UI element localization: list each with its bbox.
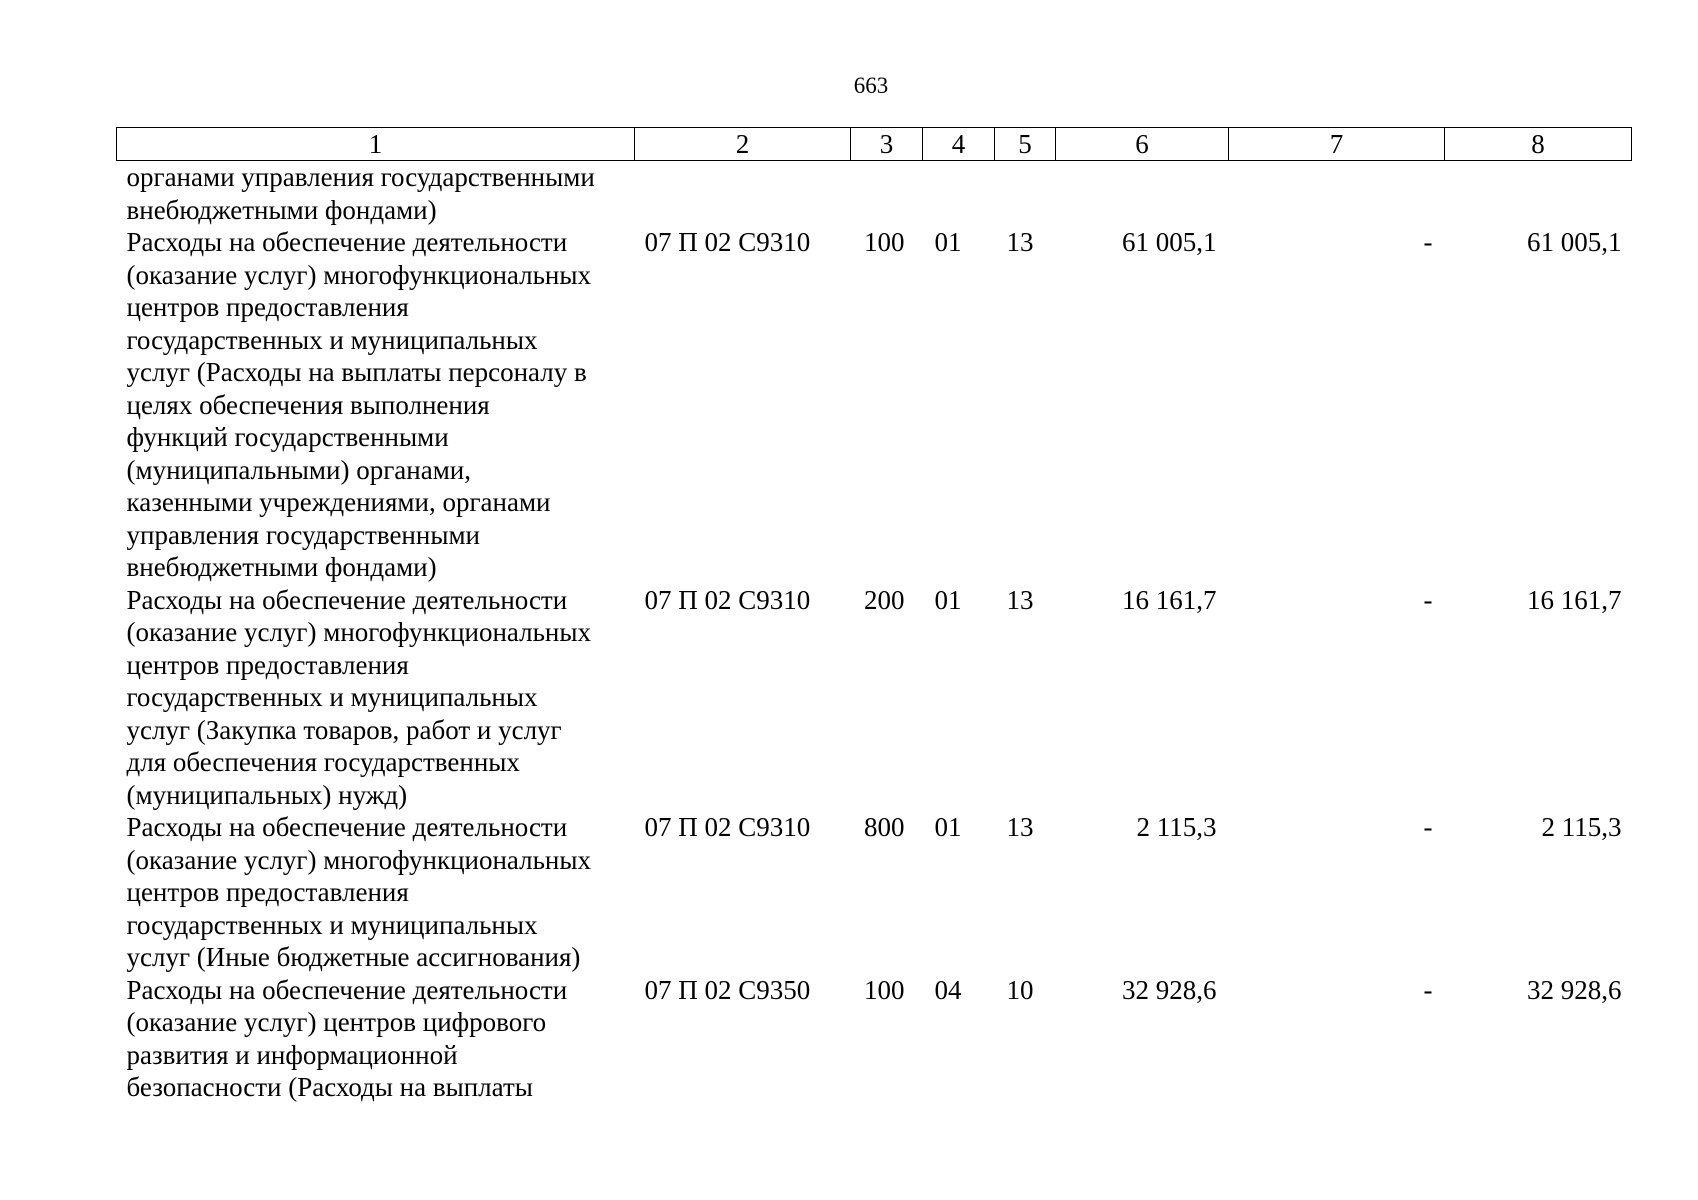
column-header-5: 5 [995,128,1056,161]
description-line: центров предоставления [126,877,409,907]
description-line: Расходы на обеспечение деятельности [126,584,568,615]
description-line: государственных и муниципальных [126,682,538,712]
description-line: органами управления государственными [126,162,595,192]
description-line: казенными учреждениями, органами [126,487,551,517]
change-value: - [1423,974,1433,1005]
description-line: (оказание услуг) многофункциональных [126,617,592,647]
column-header-2: 2 [635,128,851,161]
amount-value: 32 928,6 [1122,974,1217,1005]
expense-type: 800 [864,812,905,842]
table-row [117,226,1632,584]
continuation-description [117,161,635,227]
description-line: внебюджетными фондами) [126,194,437,225]
description-line: услуг (Иные бюджетные ассигнования) [126,942,581,972]
column-header-7: 7 [1229,128,1445,161]
description-line: (оказание услуг) центров цифрового [126,1007,547,1037]
budget-table [116,127,1632,1104]
subsection-code: 10 [1006,974,1034,1005]
row-description [117,584,635,812]
target-code: 07 П 02 С9310 [644,227,811,257]
column-header-3: 3 [851,128,923,161]
expense-type: 100 [864,227,905,257]
change-value: - [1423,584,1433,615]
target-code: 07 П 02 С9310 [644,584,811,615]
section-code: 01 [934,812,962,842]
section-code: 01 [934,584,962,615]
description-line: центров предоставления [126,649,409,680]
total-value: 16 161,7 [1527,584,1622,615]
description-line: услуг (Расходы на выплаты персоналу в [126,357,587,387]
description-line: внебюджетными фондами) [126,552,437,582]
table-row [117,811,1632,974]
expense-type: 200 [864,584,905,615]
section-code: 01 [934,227,962,257]
subsection-code: 13 [1006,584,1034,615]
row-description [117,974,635,1104]
section-code: 04 [934,974,962,1005]
header-row [117,128,1632,161]
subsection-code: 13 [1006,227,1034,257]
table-row [117,584,1632,812]
page-number: 663 [853,73,889,98]
row-description [117,811,635,974]
target-code: 07 П 02 С9350 [644,974,811,1005]
description-line: управления государственными [126,519,481,550]
target-code: 07 П 02 С9310 [644,812,811,842]
description-line: Расходы на обеспечение деятельности [126,227,568,257]
description-line: безопасности (Расходы на выплаты [126,1072,533,1102]
expense-type: 100 [864,974,905,1005]
description-line: (муниципальных) нужд) [126,779,408,810]
total-value: 2 115,3 [1541,812,1622,842]
amount-value: 61 005,1 [1122,227,1217,257]
description-line: (оказание услуг) многофункциональных [126,259,592,290]
description-line: целях обеспечения выполнения [126,389,490,420]
column-header-1: 1 [117,128,635,161]
continuation-row [117,161,1632,227]
description-line: для обеспечения государственных [126,747,520,777]
column-header-4: 4 [923,128,995,161]
column-header-8: 8 [1445,128,1632,161]
description-line: (оказание услуг) многофункциональных [126,844,592,875]
description-line: государственных и муниципальных [126,324,538,355]
description-line: (муниципальными) органами, [126,454,471,485]
table-row [117,974,1632,1104]
change-value: - [1423,227,1433,257]
amount-value: 2 115,3 [1136,812,1217,842]
table-body [117,161,1632,1104]
row-description [117,226,635,584]
column-header-6: 6 [1056,128,1229,161]
change-value: - [1423,812,1433,842]
description-line: развития и информационной [126,1039,458,1070]
total-value: 32 928,6 [1527,974,1622,1005]
description-line: Расходы на обеспечение деятельности [126,812,568,842]
description-line: государственных и муниципальных [126,909,538,940]
description-line: Расходы на обеспечение деятельности [126,974,568,1005]
amount-value: 16 161,7 [1122,584,1217,615]
description-line: услуг (Закупка товаров, работ и услуг [126,714,562,745]
description-line: функций государственными [126,422,449,452]
description-line: центров предоставления [126,292,409,322]
total-value: 61 005,1 [1527,227,1622,257]
subsection-code: 13 [1006,812,1034,842]
